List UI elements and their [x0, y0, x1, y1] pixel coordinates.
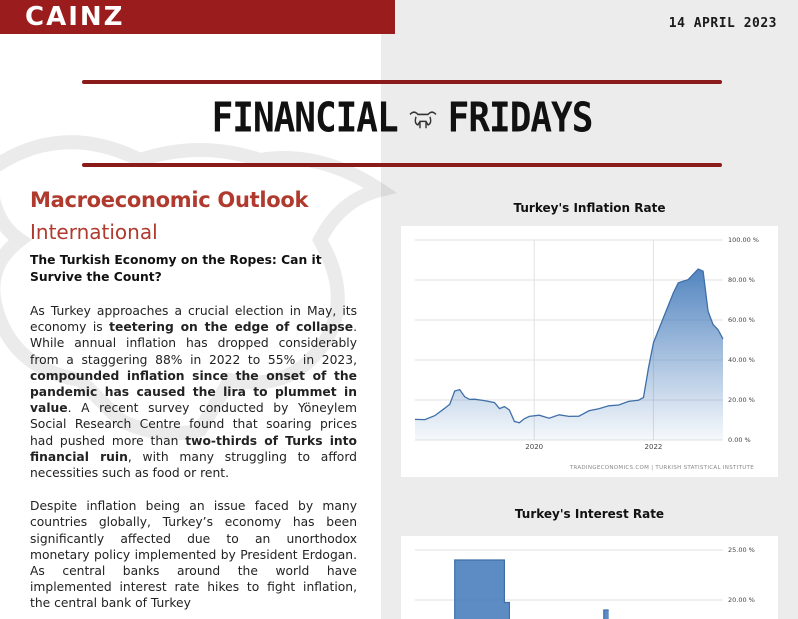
inflation-chart [401, 226, 778, 477]
article-paragraph-2: Despite inflation being an issue faced by many countries globally, Turkey’s economy has been significantly affected due to an unorthodox monetary policy implemented by President Erdogan. As central banks around the world have implemented interest rate hikes to fight inflation, the central bank of Turkey [30, 499, 357, 611]
y-tick-label: 80.00 % [728, 276, 755, 284]
article-paragraph-1 [30, 303, 357, 481]
emphasis-text: teetering on the edge of collapse [109, 320, 354, 335]
inflation-chart-title: Turkey's Inflation Rate [513, 201, 666, 215]
inflation-chart-svg [401, 226, 778, 477]
chart-source: TRADINGECONOMICS.COM | TURKISH STATISTICAL INSTITUTE [569, 465, 754, 471]
emphasis-text: compounded inflation since the onset of the pandemic has caused the lira to plummet in value [30, 368, 357, 416]
issue-date: 14 APRIL 2023 [668, 16, 777, 31]
y-tick-label: 100.00 % [728, 236, 759, 244]
article [30, 188, 357, 612]
y-tick-label: 20.00 % [728, 596, 755, 604]
interest-chart [401, 536, 778, 619]
article-headline: The Turkish Economy on the Ropes: Can it Survive the Count? [30, 253, 322, 284]
x-tick-label: 2020 [525, 443, 544, 451]
interest-area [415, 560, 609, 619]
masthead-right: FRIDAYS [447, 94, 593, 143]
interest-line [415, 560, 609, 619]
body-text: , with many struggling to afford necessities such as food or rent. [30, 449, 357, 481]
y-tick-label: 0.00 % [728, 436, 751, 444]
interest-chart-svg [401, 536, 778, 619]
inflation-area [415, 269, 723, 440]
body-text: . While annual inflation has dropped considerably from a staggering 88% in 2022 to 55% in 2023, [30, 320, 357, 367]
masthead-title [82, 95, 722, 142]
masthead-left: FINANCIAL [211, 94, 398, 143]
y-tick-label: 40.00 % [728, 356, 755, 364]
y-tick-label: 25.00 % [728, 546, 755, 554]
body-text: As Turkey approaches a crucial election in May, its economy is [30, 304, 357, 335]
y-tick-label: 20.00 % [728, 396, 755, 404]
body-text: . A recent survey conducted by Yöneylem Social Research Centre found that soaring prices had pushed more than [30, 401, 357, 448]
masthead-rule-bottom [82, 163, 722, 167]
subsection-title: International [30, 220, 158, 244]
bull-icon [408, 107, 438, 130]
masthead-rule-top [82, 80, 722, 84]
y-tick-label: 60.00 % [728, 316, 755, 324]
brand-logo: CAINZ [25, 2, 125, 32]
x-tick-label: 2022 [644, 443, 663, 451]
interest-chart-title: Turkey's Interest Rate [514, 507, 665, 521]
section-title: Macroeconomic Outlook [30, 188, 309, 212]
emphasis-text: two-thirds of Turks into financial ruin [30, 433, 357, 464]
